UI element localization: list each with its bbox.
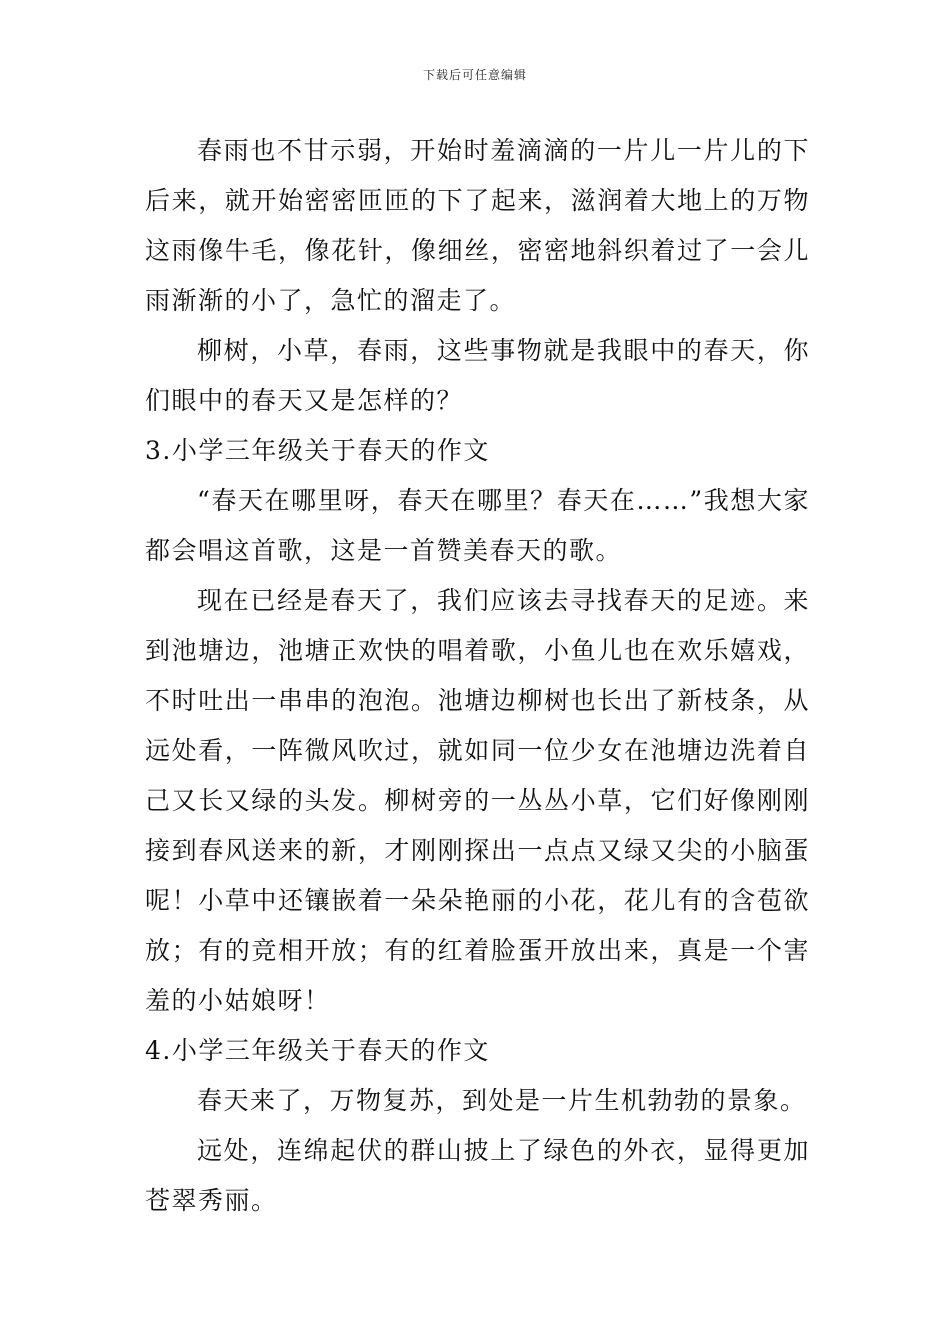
page-header: 下载后可任意编辑	[422, 68, 527, 82]
paragraph: 春雨也不甘示弱，开始时羞滴滴的一片儿一片儿的下后来，就开始密密匝匝的下了起来，滋润着大地上的万物这雨像牛毛，像花针，像细丝，密密地斜织着过了一会儿雨渐渐的小了，急忙的溜走了。	[145, 136, 810, 315]
paragraph: “春天在哪里呀，春天在哪里？春天在……”我想大家都会唱这首歌，这是一首赞美春天的歌。	[145, 486, 810, 565]
document-body	[145, 126, 810, 1226]
section-heading: 4.小学三年级关于春天的作文	[145, 1036, 490, 1065]
section-heading: 3.小学三年级关于春天的作文	[145, 436, 490, 465]
paragraph: 春天来了，万物复苏，到处是一片生机勃勃的景象。	[197, 1086, 807, 1115]
paragraph: 柳树，小草，春雨，这些事物就是我眼中的春天，你们眼中的春天又是怎样的？	[145, 336, 810, 415]
paragraph: 远处，连绵起伏的群山披上了绿色的外衣，显得更加苍翠秀丽。	[145, 1136, 810, 1215]
paragraph: 现在已经是春天了，我们应该去寻找春天的足迹。来到池塘边，池塘正欢快的唱着歌，小鱼儿也在欢乐嬉戏，不时吐出一串串的泡泡。池塘边柳树也长出了新枝条，从远处看，一阵微风吹过，就如同一位少女在池塘边洗着自己又长又绿的头发。柳树旁的一丛丛小草，它们好像刚刚接到春风送来的新，才刚刚探出一点点又绿又尖的小脑蛋呢！小草中还镶嵌着一朵朵艳丽的小花，花儿有的含苞欲放；有的竞相开放；有的红着脸蛋开放出来，真是一个害羞的小姑娘呀！	[145, 586, 810, 1015]
